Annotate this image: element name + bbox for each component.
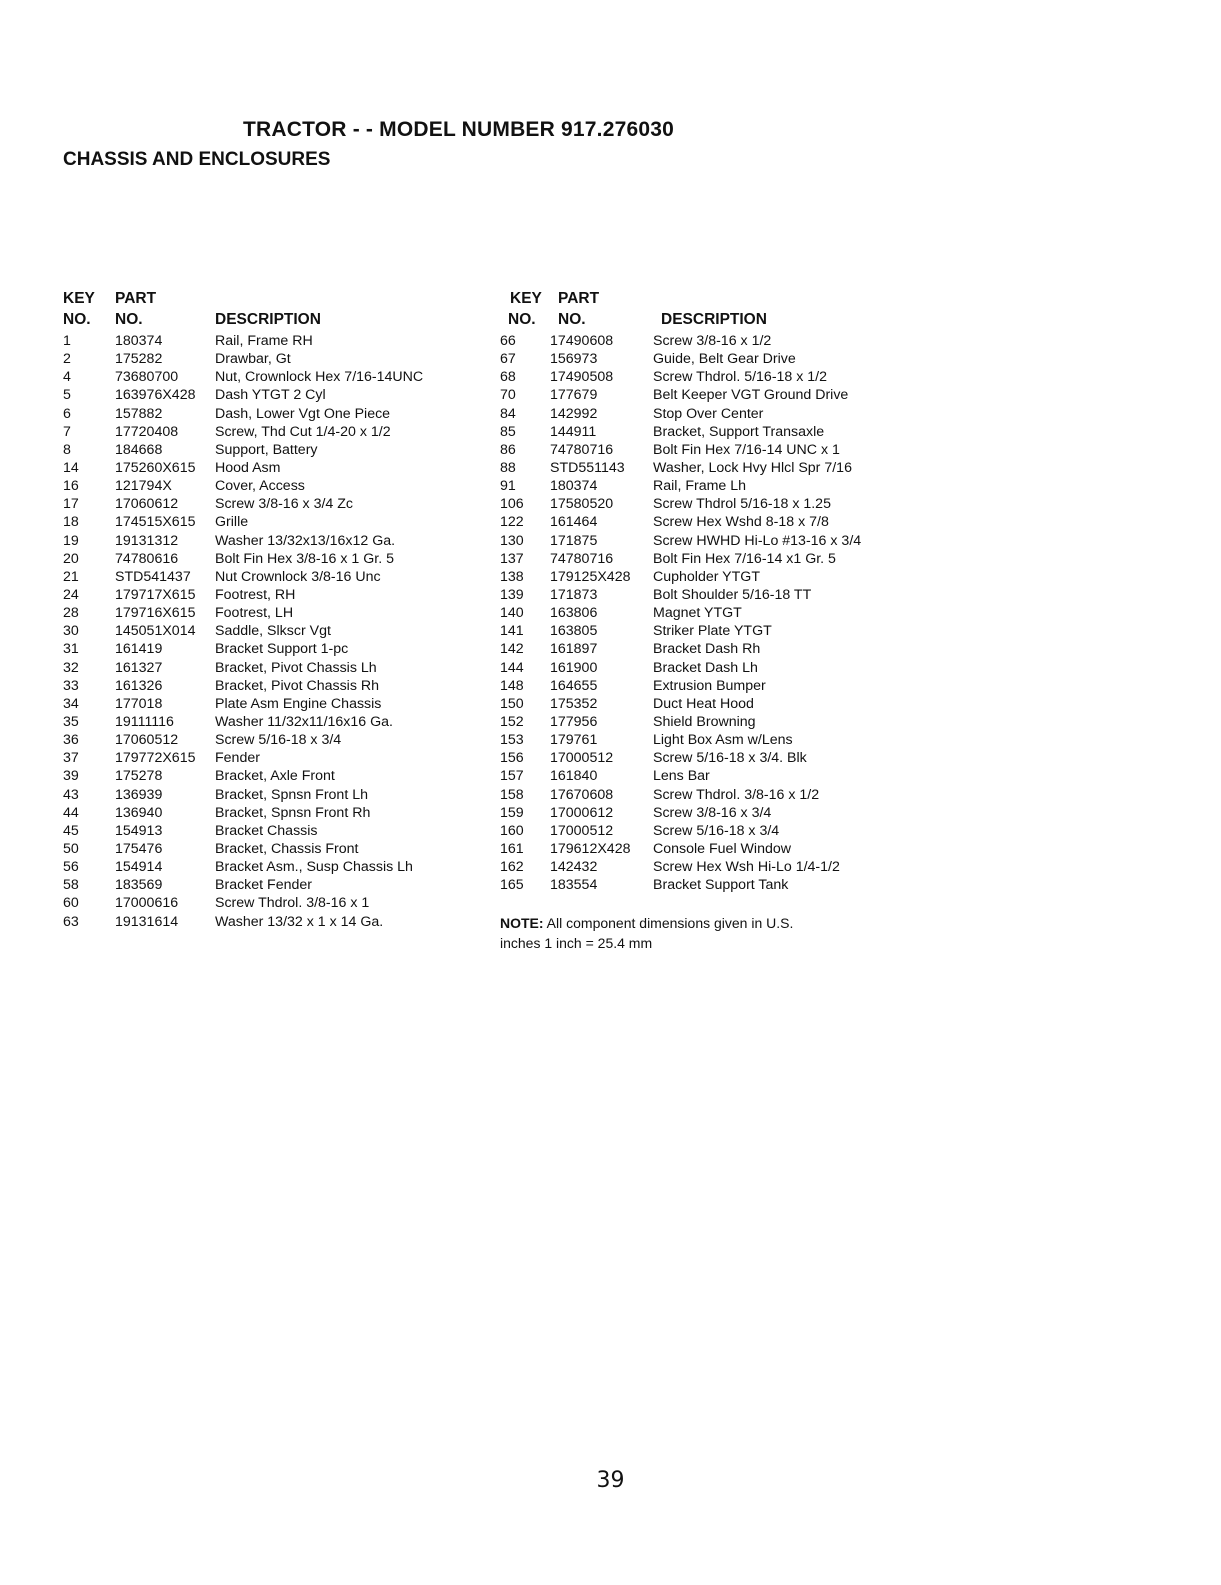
part-description: Hood Asm <box>215 459 281 476</box>
table-row <box>500 350 915 368</box>
table-row <box>63 513 483 531</box>
part-description: Bracket, Support Transaxle <box>653 423 825 440</box>
part-description: Washer 13/32x13/16x12 Ga. <box>215 532 396 549</box>
part-number: 19131312 <box>115 532 179 549</box>
table-row <box>500 677 915 695</box>
header-part-no: NO. <box>115 311 143 328</box>
part-description: Fender <box>215 750 260 767</box>
part-number: 163805 <box>550 623 598 640</box>
parts-table-left <box>63 290 483 931</box>
note-line2: inches 1 inch = 25.4 mm <box>500 935 653 951</box>
key-number: 31 <box>63 641 79 658</box>
header-description: DESCRIPTION <box>661 311 767 328</box>
part-description: Rail, Frame Lh <box>653 478 747 495</box>
table-row <box>63 423 483 441</box>
table-row <box>63 840 483 858</box>
part-number: 17490608 <box>550 333 614 349</box>
table-row <box>500 695 915 713</box>
key-number: 43 <box>63 786 79 803</box>
key-number: 5 <box>63 387 71 404</box>
key-number: 70 <box>500 387 516 404</box>
table-row <box>63 749 483 767</box>
part-number: 145051X014 <box>115 623 196 640</box>
part-description: Duct Heat Hood <box>653 695 754 712</box>
table-row <box>63 532 483 550</box>
part-number: 179716X615 <box>115 605 196 622</box>
table-row <box>500 568 915 586</box>
part-number: 179761 <box>550 732 598 749</box>
part-number: 17490508 <box>550 369 614 386</box>
dimension-note <box>500 913 900 953</box>
table-body <box>500 332 915 894</box>
key-number: 37 <box>63 750 79 767</box>
part-number: 17000612 <box>550 804 614 821</box>
table-row <box>500 459 915 477</box>
table-row <box>500 477 915 495</box>
table-row <box>63 713 483 731</box>
table-row <box>63 332 483 350</box>
table-row <box>500 622 915 640</box>
part-description: Bracket, Axle Front <box>215 768 335 785</box>
part-description: Guide, Belt Gear Drive <box>653 351 796 368</box>
part-description: Bracket Chassis <box>215 822 318 839</box>
key-number: 6 <box>63 405 71 422</box>
part-number: 73680700 <box>115 369 179 386</box>
table-row <box>63 876 483 894</box>
part-number: 179717X615 <box>115 586 196 603</box>
part-number: 180374 <box>550 478 598 495</box>
key-number: 63 <box>63 913 79 930</box>
key-number: 68 <box>500 369 516 386</box>
part-description: Belt Keeper VGT Ground Drive <box>653 387 849 404</box>
key-number: 16 <box>63 478 79 495</box>
part-description: Magnet YTGT <box>653 605 742 622</box>
table-row <box>500 586 915 604</box>
key-number: 156 <box>500 750 524 767</box>
key-number: 28 <box>63 605 79 622</box>
part-description: Screw 3/8-16 x 3/4 <box>653 804 772 821</box>
part-number: 74780716 <box>550 441 614 458</box>
key-number: 56 <box>63 859 79 876</box>
part-description: Footrest, RH <box>215 586 296 603</box>
key-number: 19 <box>63 532 79 549</box>
part-description: Screw 5/16-18 x 3/4 <box>215 732 342 749</box>
key-number: 86 <box>500 441 516 458</box>
table-row <box>500 713 915 731</box>
table-row <box>63 368 483 386</box>
key-number: 142 <box>500 641 524 658</box>
part-number: 144911 <box>550 423 597 440</box>
part-description: Extrusion Bumper <box>653 677 766 694</box>
table-row <box>63 441 483 459</box>
key-number: 1 <box>63 333 71 349</box>
header-key: KEY <box>510 290 542 307</box>
part-description: Screw Hex Wsh Hi-Lo 1/4-1/2 <box>653 859 840 876</box>
key-number: 139 <box>500 586 524 603</box>
part-description: Nut, Crownlock Hex 7/16-14UNC <box>215 369 424 386</box>
part-description: Screw Thdrol. 3/8-16 x 1/2 <box>653 786 820 803</box>
table-row <box>500 441 915 459</box>
table-row <box>63 622 483 640</box>
part-number: 179125X428 <box>550 568 631 585</box>
table-header <box>500 290 915 332</box>
part-description: Bracket Dash Rh <box>653 641 761 658</box>
key-number: 20 <box>63 550 79 567</box>
key-number: 140 <box>500 605 524 622</box>
part-number: 17060612 <box>115 496 179 513</box>
key-number: 8 <box>63 441 71 458</box>
part-number: 179772X615 <box>115 750 196 767</box>
part-description: Bracket Support Tank <box>653 877 789 894</box>
part-number: 161897 <box>550 641 598 658</box>
part-number: 142432 <box>550 859 598 876</box>
part-number: 154913 <box>115 822 163 839</box>
key-number: 157 <box>500 768 524 785</box>
part-description: Screw Thdrol. 3/8-16 x 1 <box>215 895 370 912</box>
table-row <box>63 604 483 622</box>
table-row <box>63 731 483 749</box>
part-description: Nut Crownlock 3/8-16 Unc <box>215 568 381 585</box>
part-number: 74780616 <box>115 550 179 567</box>
part-number: 161840 <box>550 768 598 785</box>
part-number: 184668 <box>115 441 163 458</box>
table-row <box>63 677 483 695</box>
part-description: Screw, Thd Cut 1/4-20 x 1/2 <box>215 423 391 440</box>
key-number: 84 <box>500 405 516 422</box>
key-number: 160 <box>500 822 524 839</box>
part-number: 180374 <box>115 333 163 349</box>
key-number: 34 <box>63 695 79 712</box>
part-description: Shield Browning <box>653 713 756 730</box>
table-row <box>63 913 483 931</box>
key-number: 14 <box>63 459 79 476</box>
part-number: 136939 <box>115 786 163 803</box>
table-row <box>500 532 915 550</box>
key-number: 88 <box>500 459 516 476</box>
part-number: 157882 <box>115 405 163 422</box>
key-number: 85 <box>500 423 516 440</box>
part-number: 17580520 <box>550 496 614 513</box>
part-description: Plate Asm Engine Chassis <box>215 695 382 712</box>
header-part-no: NO. <box>558 311 586 328</box>
table-row <box>500 604 915 622</box>
table-row <box>63 550 483 568</box>
table-row <box>500 368 915 386</box>
part-description: Bracket, Spnsn Front Rh <box>215 804 371 821</box>
part-number: 161327 <box>115 659 163 676</box>
table-row <box>500 858 915 876</box>
table-row <box>63 767 483 785</box>
table-row <box>63 459 483 477</box>
key-number: 158 <box>500 786 524 803</box>
part-number: 175476 <box>115 840 163 857</box>
key-number: 50 <box>63 840 79 857</box>
part-description: Lens Bar <box>653 768 710 785</box>
table-row <box>500 640 915 658</box>
key-number: 60 <box>63 895 79 912</box>
key-number: 122 <box>500 514 524 531</box>
key-number: 159 <box>500 804 524 821</box>
table-row <box>500 513 915 531</box>
key-number: 44 <box>63 804 79 821</box>
header-key-no: NO. <box>63 311 91 328</box>
part-number: 161419 <box>115 641 163 658</box>
part-number: 177018 <box>115 695 163 712</box>
part-number: 74780716 <box>550 550 614 567</box>
header-part: PART <box>115 290 157 307</box>
part-number: 121794X <box>115 478 172 495</box>
table-row <box>500 332 915 350</box>
part-description: Saddle, Slkscr Vgt <box>215 623 331 640</box>
part-description: Washer, Lock Hvy Hlcl Spr 7/16 <box>653 459 852 476</box>
table-row <box>63 640 483 658</box>
section-title: CHASSIS AND ENCLOSURES <box>63 149 331 170</box>
part-number: 183554 <box>550 877 598 894</box>
table-row <box>500 386 915 404</box>
part-description: Drawbar, Gt <box>215 351 291 368</box>
key-number: 152 <box>500 713 524 730</box>
table-row <box>63 405 483 423</box>
key-number: 24 <box>63 586 79 603</box>
table-row <box>500 767 915 785</box>
part-number: STD541437 <box>115 568 191 585</box>
part-number: 171873 <box>550 586 598 603</box>
table-body <box>63 332 483 931</box>
part-description: Cover, Access <box>215 478 305 495</box>
part-number: 154914 <box>115 859 163 876</box>
note-label: NOTE: <box>500 915 544 931</box>
part-description: Console Fuel Window <box>653 840 791 857</box>
table-row <box>500 804 915 822</box>
part-description: Screw Hex Wshd 8-18 x 7/8 <box>653 514 829 531</box>
table-header <box>63 290 483 332</box>
part-number: 17060512 <box>115 732 179 749</box>
table-row <box>63 495 483 513</box>
key-number: 141 <box>500 623 524 640</box>
table-row <box>63 568 483 586</box>
part-description: Bracket, Pivot Chassis Rh <box>215 677 380 694</box>
part-number: 17000616 <box>115 895 179 912</box>
part-number: 164655 <box>550 677 598 694</box>
key-number: 36 <box>63 732 79 749</box>
key-number: 58 <box>63 877 79 894</box>
key-number: 7 <box>63 423 71 440</box>
table-row <box>500 423 915 441</box>
part-number: 179612X428 <box>550 840 631 857</box>
part-description: Screw HWHD Hi-Lo #13-16 x 3/4 <box>653 532 862 549</box>
table-row <box>500 786 915 804</box>
key-number: 45 <box>63 822 79 839</box>
part-description: Bracket Support 1-pc <box>215 641 349 658</box>
part-number: 163806 <box>550 605 598 622</box>
part-number: 177956 <box>550 713 598 730</box>
part-number: 175352 <box>550 695 598 712</box>
key-number: 4 <box>63 369 71 386</box>
part-description: Grille <box>215 514 249 531</box>
part-description: Screw 3/8-16 x 3/4 Zc <box>215 496 353 513</box>
header-key-no: NO. <box>508 311 536 328</box>
part-number: 174515X615 <box>115 514 196 531</box>
part-description: Bolt Shoulder 5/16-18 TT <box>653 586 812 603</box>
part-description: Footrest, LH <box>215 605 294 622</box>
part-description: Bolt Fin Hex 7/16-14 x1 Gr. 5 <box>653 550 836 567</box>
part-description: Light Box Asm w/Lens <box>653 732 793 749</box>
key-number: 33 <box>63 677 79 694</box>
table-row <box>500 749 915 767</box>
key-number: 17 <box>63 496 79 513</box>
key-number: 2 <box>63 351 71 368</box>
part-description: Bracket, Chassis Front <box>215 840 359 857</box>
key-number: 138 <box>500 568 524 585</box>
key-number: 30 <box>63 623 79 640</box>
header-description: DESCRIPTION <box>215 311 321 328</box>
table-row <box>63 804 483 822</box>
table-row <box>63 894 483 912</box>
table-row <box>500 840 915 858</box>
parts-table-right <box>500 290 915 894</box>
page-number: 39 <box>596 1468 625 1493</box>
part-number: 177679 <box>550 387 598 404</box>
table-row <box>63 477 483 495</box>
note-text: All component dimensions given in U.S. <box>543 915 794 931</box>
table-row <box>63 350 483 368</box>
part-description: Bolt Fin Hex 3/8-16 x 1 Gr. 5 <box>215 550 394 567</box>
part-number: 19111116 <box>115 713 174 730</box>
part-number: 175278 <box>115 768 163 785</box>
part-number: 17000512 <box>550 750 614 767</box>
table-row <box>63 786 483 804</box>
part-number: 161464 <box>550 514 598 531</box>
table-row <box>500 659 915 677</box>
part-description: Stop Over Center <box>653 405 764 422</box>
part-number: 161900 <box>550 659 598 676</box>
key-number: 161 <box>500 840 524 857</box>
key-number: 21 <box>63 568 79 585</box>
key-number: 39 <box>63 768 79 785</box>
key-number: 148 <box>500 677 524 694</box>
part-number: 183569 <box>115 877 163 894</box>
key-number: 66 <box>500 333 516 349</box>
part-description: Striker Plate YTGT <box>653 623 772 640</box>
table-row <box>63 695 483 713</box>
part-description: Cupholder YTGT <box>653 568 760 585</box>
table-row <box>500 876 915 894</box>
part-description: Rail, Frame RH <box>215 333 313 349</box>
key-number: 150 <box>500 695 524 712</box>
table-row <box>500 731 915 749</box>
key-number: 153 <box>500 732 524 749</box>
part-description: Screw Thdrol. 5/16-18 x 1/2 <box>653 369 828 386</box>
part-number: 17720408 <box>115 423 179 440</box>
part-number: 19131614 <box>115 913 179 930</box>
key-number: 35 <box>63 713 79 730</box>
table-row <box>63 386 483 404</box>
part-number: 163976X428 <box>115 387 196 404</box>
part-description: Screw Thdrol 5/16-18 x 1.25 <box>653 496 831 513</box>
part-number: 156973 <box>550 351 598 368</box>
part-description: Washer 11/32x11/16x16 Ga. <box>215 713 393 730</box>
part-number: STD551143 <box>550 459 625 476</box>
page-title: TRACTOR - - MODEL NUMBER 917.276030 <box>243 118 674 141</box>
part-number: 175282 <box>115 351 163 368</box>
table-row <box>63 659 483 677</box>
key-number: 91 <box>500 478 516 495</box>
part-number: 136940 <box>115 804 163 821</box>
table-row <box>500 405 915 423</box>
part-description: Screw 3/8-16 x 1/2 <box>653 333 772 349</box>
part-description: Support, Battery <box>215 441 318 458</box>
part-description: Screw 5/16-18 x 3/4. Blk <box>653 750 807 767</box>
part-number: 17670608 <box>550 786 614 803</box>
key-number: 137 <box>500 550 524 567</box>
part-number: 175260X615 <box>115 459 196 476</box>
table-row <box>500 822 915 840</box>
table-row <box>500 495 915 513</box>
key-number: 144 <box>500 659 524 676</box>
part-number: 142992 <box>550 405 598 422</box>
key-number: 106 <box>500 496 524 513</box>
part-description: Bracket Fender <box>215 877 312 894</box>
part-description: Bracket Dash Lh <box>653 659 758 676</box>
part-description: Washer 13/32 x 1 x 14 Ga. <box>215 913 384 930</box>
table-row <box>63 822 483 840</box>
part-description: Screw 5/16-18 x 3/4 <box>653 822 780 839</box>
key-number: 130 <box>500 532 524 549</box>
part-description: Bracket Asm., Susp Chassis Lh <box>215 859 413 876</box>
part-description: Bracket, Pivot Chassis Lh <box>215 659 377 676</box>
key-number: 32 <box>63 659 79 676</box>
part-description: Dash YTGT 2 Cyl <box>215 387 326 404</box>
part-description: Dash, Lower Vgt One Piece <box>215 405 391 422</box>
key-number: 67 <box>500 351 516 368</box>
header-key: KEY <box>63 290 95 307</box>
part-number: 161326 <box>115 677 163 694</box>
key-number: 162 <box>500 859 524 876</box>
table-row <box>63 586 483 604</box>
part-description: Bolt Fin Hex 7/16-14 UNC x 1 <box>653 441 840 458</box>
part-number: 17000512 <box>550 822 614 839</box>
header-part: PART <box>558 290 600 307</box>
table-row <box>63 858 483 876</box>
table-row <box>500 550 915 568</box>
key-number: 165 <box>500 877 524 894</box>
part-description: Bracket, Spnsn Front Lh <box>215 786 368 803</box>
part-number: 171875 <box>550 532 598 549</box>
key-number: 18 <box>63 514 79 531</box>
